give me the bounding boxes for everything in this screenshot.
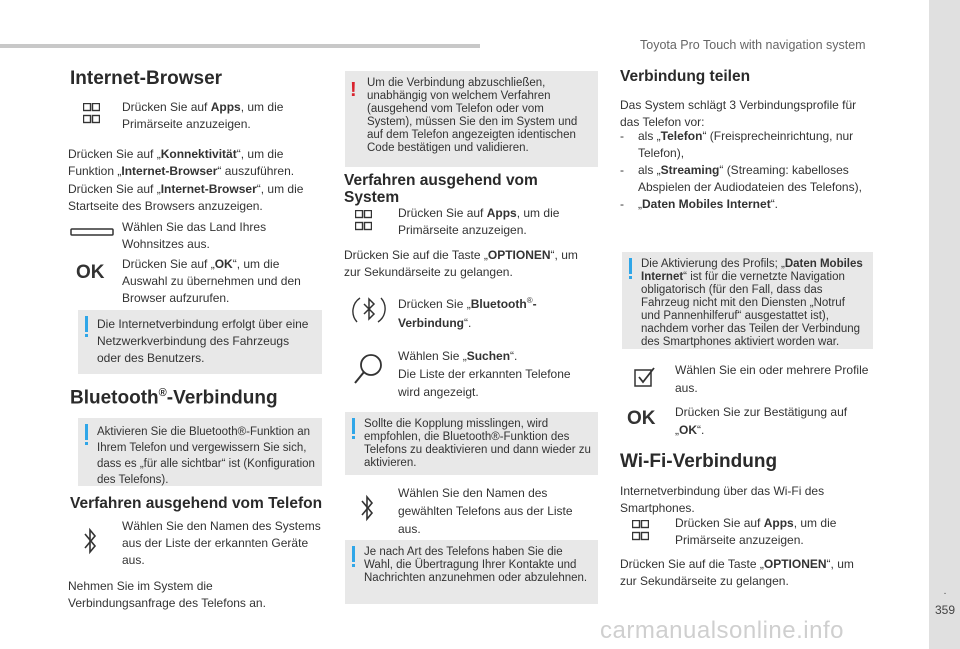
options-instruction-2: Drücken Sie auf die Taste „OPTIONEN“, um zur Sekundärseite zu gelangen. bbox=[620, 557, 854, 588]
ok-icon: OK bbox=[76, 262, 105, 283]
list-item: - als „Telefon“ (Freisprecheinrichtung, nur Telefon), bbox=[620, 129, 854, 160]
watermark: carmanualsonline.info bbox=[600, 617, 844, 644]
list-item: - „Daten Mobiles Internet“. bbox=[620, 197, 779, 211]
apps-grid-icon bbox=[632, 520, 649, 541]
profile-list bbox=[620, 128, 875, 213]
info-note-mobile-data: Die Aktivierung des Profils; „Daten Mobiles Internet“ ist für die vernetzte Navigation obligatorisch (für den Fall, dass das Fahrzeug nicht mit den Diensten „Notruf und Pannenhilferuf“ ausgestattet ist), nachdem vorher das Teilen der Verbindung des Smartphones aktiviert worden war. bbox=[622, 252, 873, 349]
phone-step-instruction: Wählen Sie den Namen des Systems aus der Liste der erkannten Geräte aus. bbox=[122, 519, 321, 567]
internet-browser-instruction: Drücken Sie auf „Internet-Browser“, um die Startseite des Browsers anzuzeigen. bbox=[68, 182, 304, 213]
ok-confirm-instruction: Drücken Sie zur Bestätigung auf „OK“. bbox=[675, 405, 848, 437]
info-icon bbox=[629, 258, 632, 274]
warning-exclamation-icon: ! bbox=[350, 79, 357, 101]
page-dot: . bbox=[943, 586, 947, 597]
section-title-wifi: Wi-Fi-Verbindung bbox=[620, 451, 778, 472]
bluetooth-icon bbox=[83, 526, 97, 556]
bluetooth-connection-instruction: Drücken Sie „Bluetooth®-Verbindung“. bbox=[398, 296, 537, 330]
header-rule bbox=[0, 44, 480, 48]
wifi-intro: Internetverbindung über das Wi-Fi des Smartphones. bbox=[620, 484, 825, 515]
apps-grid-icon bbox=[355, 210, 372, 231]
running-header: Toyota Pro Touch with navigation system bbox=[640, 38, 866, 52]
warning-note-code: ! Um die Verbindung abzuschließen, unabhängig von welchem Verfahren (ausgehend vom Telefon oder vom System), müssen Sie den im System und auf dem Telefon angezeigten identischen Code bestätigen und validieren. bbox=[345, 71, 598, 167]
options-instruction: Drücken Sie auf die Taste „OPTIONEN“, um zur Sekundärseite zu gelangen. bbox=[344, 248, 578, 279]
side-tab bbox=[929, 0, 960, 649]
info-note-bluetooth: Aktivieren Sie die Bluetooth®-Funktion an Ihrem Telefon und vergewissern Sie sich, dass es „für alle sichtbar“ ist (Konfiguration des Telefons). bbox=[78, 418, 322, 486]
select-phone-instruction: Wählen Sie den Namen des gewählten Telefons aus der Liste aus. bbox=[398, 486, 573, 536]
subsection-title-share: Verbindung teilen bbox=[620, 68, 751, 85]
info-note-contacts: Je nach Art des Telefons haben Sie die Wahl, die Übertragung Ihrer Kontakte und Nachrichten anzunehmen oder abzulehnen. bbox=[345, 540, 598, 604]
info-icon bbox=[85, 316, 88, 332]
page-number: 359 bbox=[934, 603, 956, 617]
country-selector-bar-icon bbox=[70, 228, 114, 237]
ok-instruction: Drücken Sie auf „OK“, um die Auswahl zu übernehmen und den Browser aufzurufen. bbox=[122, 257, 301, 305]
section-title-internet-browser: Internet-Browser bbox=[70, 68, 223, 89]
apps-instruction: Drücken Sie auf Apps, um die Primärseite anzuzeigen. bbox=[122, 100, 284, 131]
apps-instruction-3: Drücken Sie auf Apps, um die Primärseite anzuzeigen. bbox=[675, 516, 837, 547]
info-icon bbox=[85, 424, 88, 440]
info-icon bbox=[352, 546, 355, 562]
search-instruction: Wählen Sie „Suchen“. Die Liste der erkannten Telefone wird angezeigt. bbox=[398, 349, 571, 399]
country-instruction: Wählen Sie das Land Ihres Wohnsitzes aus. bbox=[122, 220, 267, 251]
bluetooth-connection-icon bbox=[352, 292, 386, 328]
subsection-title-phone: Verfahren ausgehend vom Telefon bbox=[70, 495, 323, 512]
profiles-instruction: Wählen Sie ein oder mehrere Profile aus. bbox=[675, 363, 869, 395]
bluetooth-icon bbox=[360, 493, 374, 523]
info-note-internet: Die Internetverbindung erfolgt über eine Netzwerkverbindung des Fahrzeugs oder des Benutzers. bbox=[78, 310, 322, 374]
konnektivitaet-instruction: Drücken Sie auf „Konnektivität“, um die Funktion „Internet-Browser“ auszuführen. bbox=[68, 147, 295, 178]
ok-icon: OK bbox=[627, 408, 656, 429]
subsection-title-system: Verfahren ausgehend vom System bbox=[344, 172, 538, 206]
info-icon bbox=[352, 418, 355, 434]
apps-grid-icon bbox=[83, 103, 100, 124]
accept-request-instruction: Nehmen Sie im System die Verbindungsanfrage des Telefons an. bbox=[68, 579, 266, 610]
checkbox-icon bbox=[634, 367, 656, 387]
search-icon bbox=[353, 352, 383, 386]
info-note-pairing: Sollte die Kopplung misslingen, wird empfohlen, die Bluetooth®-Funktion des Telefons zu deaktivieren und dann wieder zu aktivieren. bbox=[345, 412, 598, 475]
section-title-bluetooth: Bluetooth®-Verbindung bbox=[70, 387, 278, 409]
apps-instruction-2: Drücken Sie auf Apps, um die Primärseite anzuzeigen. bbox=[398, 206, 560, 237]
list-item: - als „Streaming“ (Streaming: kabelloses Abspielen der Audiodateien des Telefons), bbox=[620, 163, 862, 194]
share-intro: Das System schlägt 3 Verbindungsprofile für das Telefon vor: bbox=[620, 98, 857, 129]
